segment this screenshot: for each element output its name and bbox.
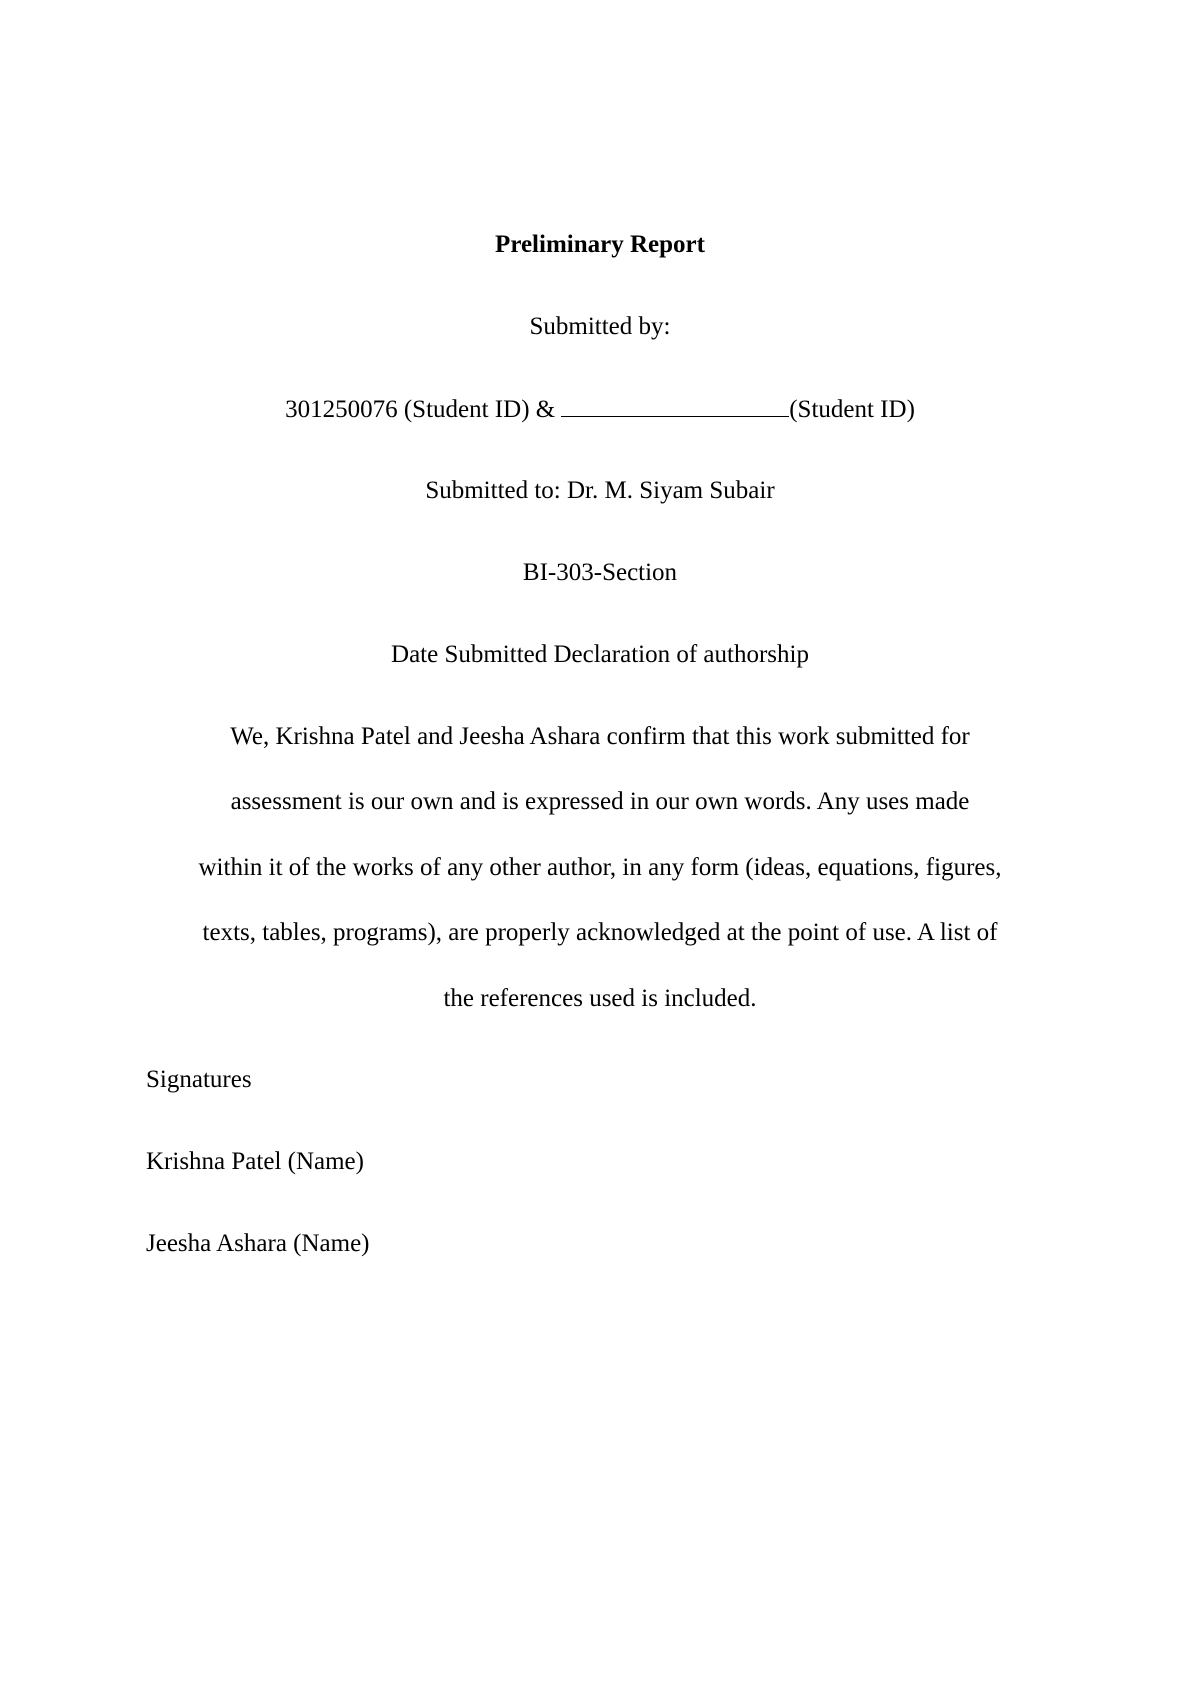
submitted-to-line: Submitted to: Dr. M. Siyam Subair bbox=[425, 477, 775, 504]
student-ids-line bbox=[0, 394, 1200, 425]
declaration-line: within it of the works of any other author, in any form (ideas, equations, figures, bbox=[198, 854, 1002, 881]
signatures-label: Signatures bbox=[146, 1066, 252, 1093]
submitted-by-label: Submitted by: bbox=[529, 313, 671, 340]
signature-name: Jeesha Ashara (Name) bbox=[146, 1230, 370, 1257]
declaration-line: the references used is included. bbox=[443, 985, 757, 1012]
student-id-2-label: (Student ID) bbox=[789, 396, 915, 423]
declaration-line: texts, tables, programs), are properly acknowledged at the point of use. A list of bbox=[202, 919, 998, 946]
declaration-line: We, Krishna Patel and Jeesha Ashara confirm that this work submitted for bbox=[230, 723, 970, 750]
course-section: BI-303-Section bbox=[522, 559, 678, 586]
date-declaration-heading: Date Submitted Declaration of authorship bbox=[391, 641, 809, 668]
declaration-line: assessment is our own and is expressed in our own words. Any uses made bbox=[230, 788, 970, 815]
student-id-1: 301250076 (Student ID) & bbox=[285, 396, 556, 423]
signature-name: Krishna Patel (Name) bbox=[146, 1148, 364, 1175]
document-title: Preliminary Report bbox=[495, 231, 705, 258]
student-id-2-blank bbox=[561, 394, 789, 417]
